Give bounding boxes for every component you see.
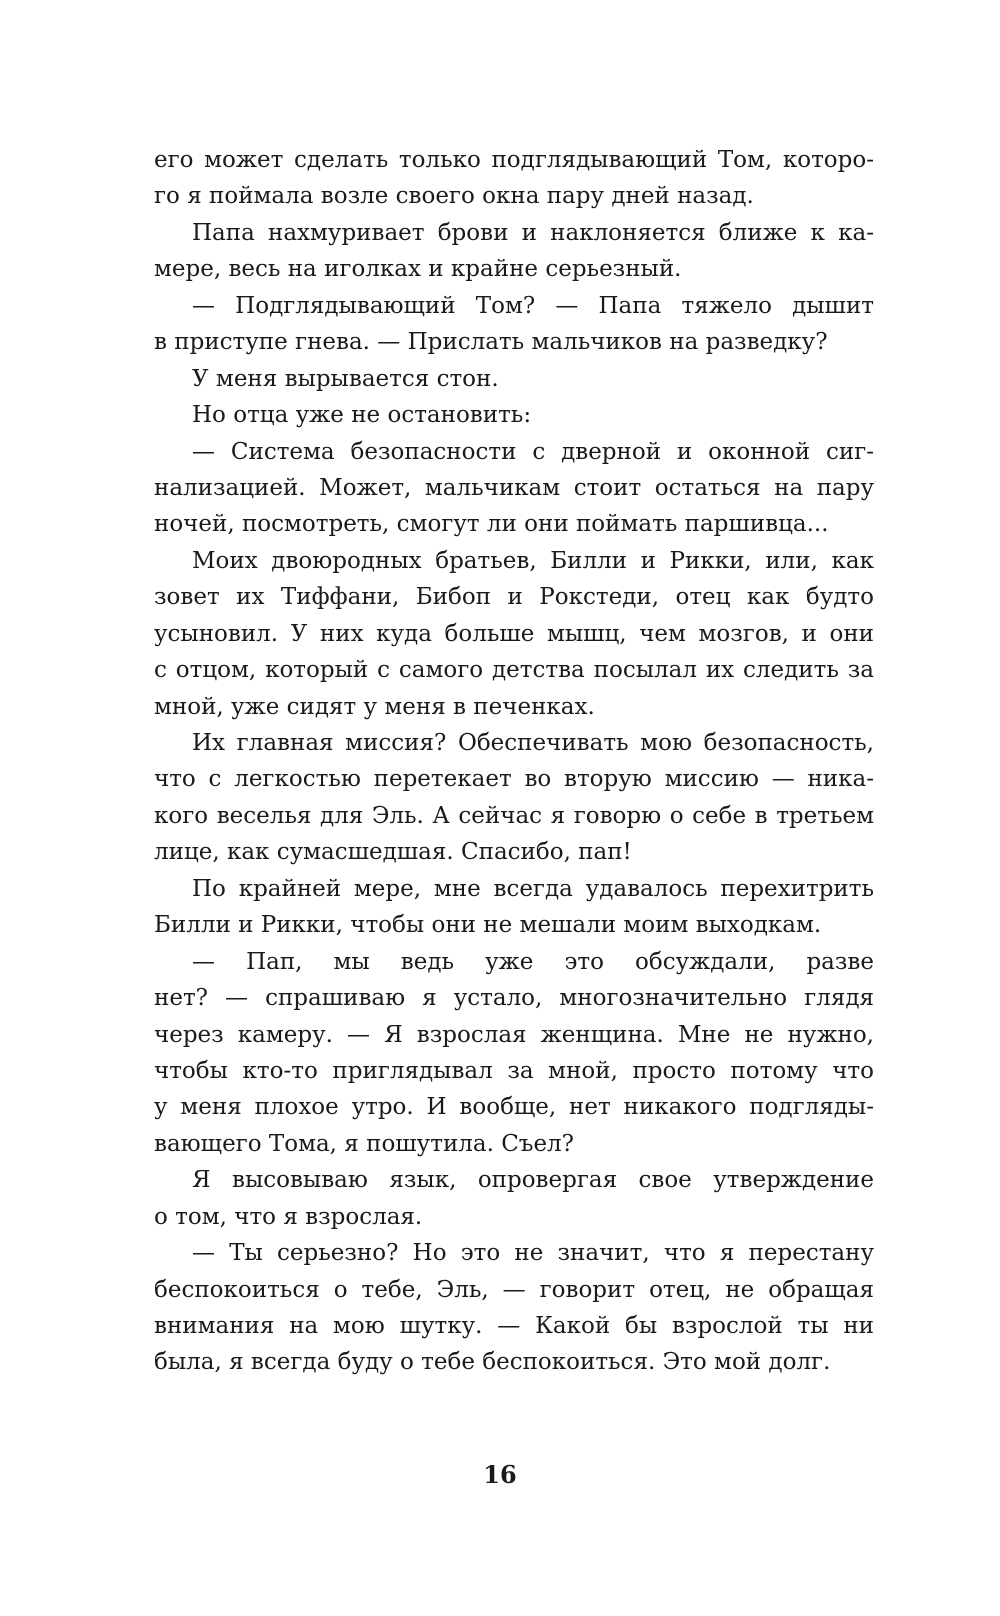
text-line: Папа нахмуривает брови и наклоняется ближе к ка- <box>192 219 874 246</box>
text-line: Моих двоюродных братьев, Билли и Рикки, или, как <box>192 547 874 574</box>
text-line: его может сделать только подглядывающий Том, которо- <box>154 147 874 173</box>
text-line: лице, как сумасшедшая. Спасибо, пап! <box>154 839 632 866</box>
text-line: была, я всегда буду о тебе беспокоиться. Это мой долг. <box>154 1349 831 1376</box>
text-line: Я высовываю язык, опровергая свое утверждение <box>192 1167 874 1194</box>
text-line: ночей, посмотреть, смогут ли они поймать паршивца... <box>154 511 829 538</box>
text-line: с отцом, который с самого детства посылал их следить за <box>154 657 874 684</box>
text-line: беспокоиться о тебе, Эль, — говорит отец, не обращая <box>154 1276 874 1303</box>
text-line: нализацией. Может, мальчикам стоит остаться на пару <box>154 474 874 501</box>
text-line: усыновил. У них куда больше мышц, чем мозгов, и они <box>154 620 874 647</box>
text-line: По крайней мере, мне всегда удавалось перехитрить <box>192 875 874 902</box>
text-line: зовет их Тиффани, Бибоп и Рокстеди, отец как будто <box>154 584 874 611</box>
text-line: го я поймала возле своего окна пару дней назад. <box>154 183 754 210</box>
text-line: через камеру. — Я взрослая женщина. Мне не нужно, <box>154 1021 874 1048</box>
text-line: вающего Тома, я пошутила. Съел? <box>154 1130 574 1157</box>
text-line: У меня вырывается стон. <box>192 365 499 392</box>
text-line: чтобы кто-то приглядывал за мной, просто потому что <box>154 1057 874 1084</box>
body-text <box>154 142 874 1381</box>
text-line: — Система безопасности с дверной и оконной сиг- <box>192 438 874 465</box>
text-line: у меня плохое утро. И вообще, нет никакого подгляды- <box>154 1094 874 1121</box>
text-line: в приступе гнева. — Прислать мальчиков на разведку? <box>154 329 828 356</box>
text-line: Но отца уже не остановить: <box>192 402 532 429</box>
text-line: мной, уже сидят у меня в печенках. <box>154 693 595 720</box>
text-line: кого веселья для Эль. А сейчас я говорю о себе в третьем <box>154 802 874 829</box>
text-line: — Подглядывающий Том? — Папа тяжело дышит <box>192 292 874 319</box>
text-line: Билли и Рикки, чтобы они не мешали моим выходкам. <box>154 912 822 939</box>
text-line: — Пап, мы ведь уже это обсуждали, разве <box>192 948 874 975</box>
text-line: нет? — спрашиваю я устало, многозначительно глядя <box>154 985 874 1012</box>
text-line: мере, весь на иголках и крайне серьезный. <box>154 256 682 283</box>
page-number: 16 <box>483 1460 517 1489</box>
text-line: Их главная миссия? Обеспечивать мою безопасность, <box>192 730 874 756</box>
text-line: что с легкостью перетекает во вторую миссию — ника- <box>154 766 874 793</box>
text-line: — Ты серьезно? Но это не значит, что я перестану <box>192 1240 874 1267</box>
text-line: о том, что я взрослая. <box>154 1203 423 1230</box>
text-line: внимания на мою шутку. — Какой бы взрослой ты ни <box>154 1313 874 1339</box>
